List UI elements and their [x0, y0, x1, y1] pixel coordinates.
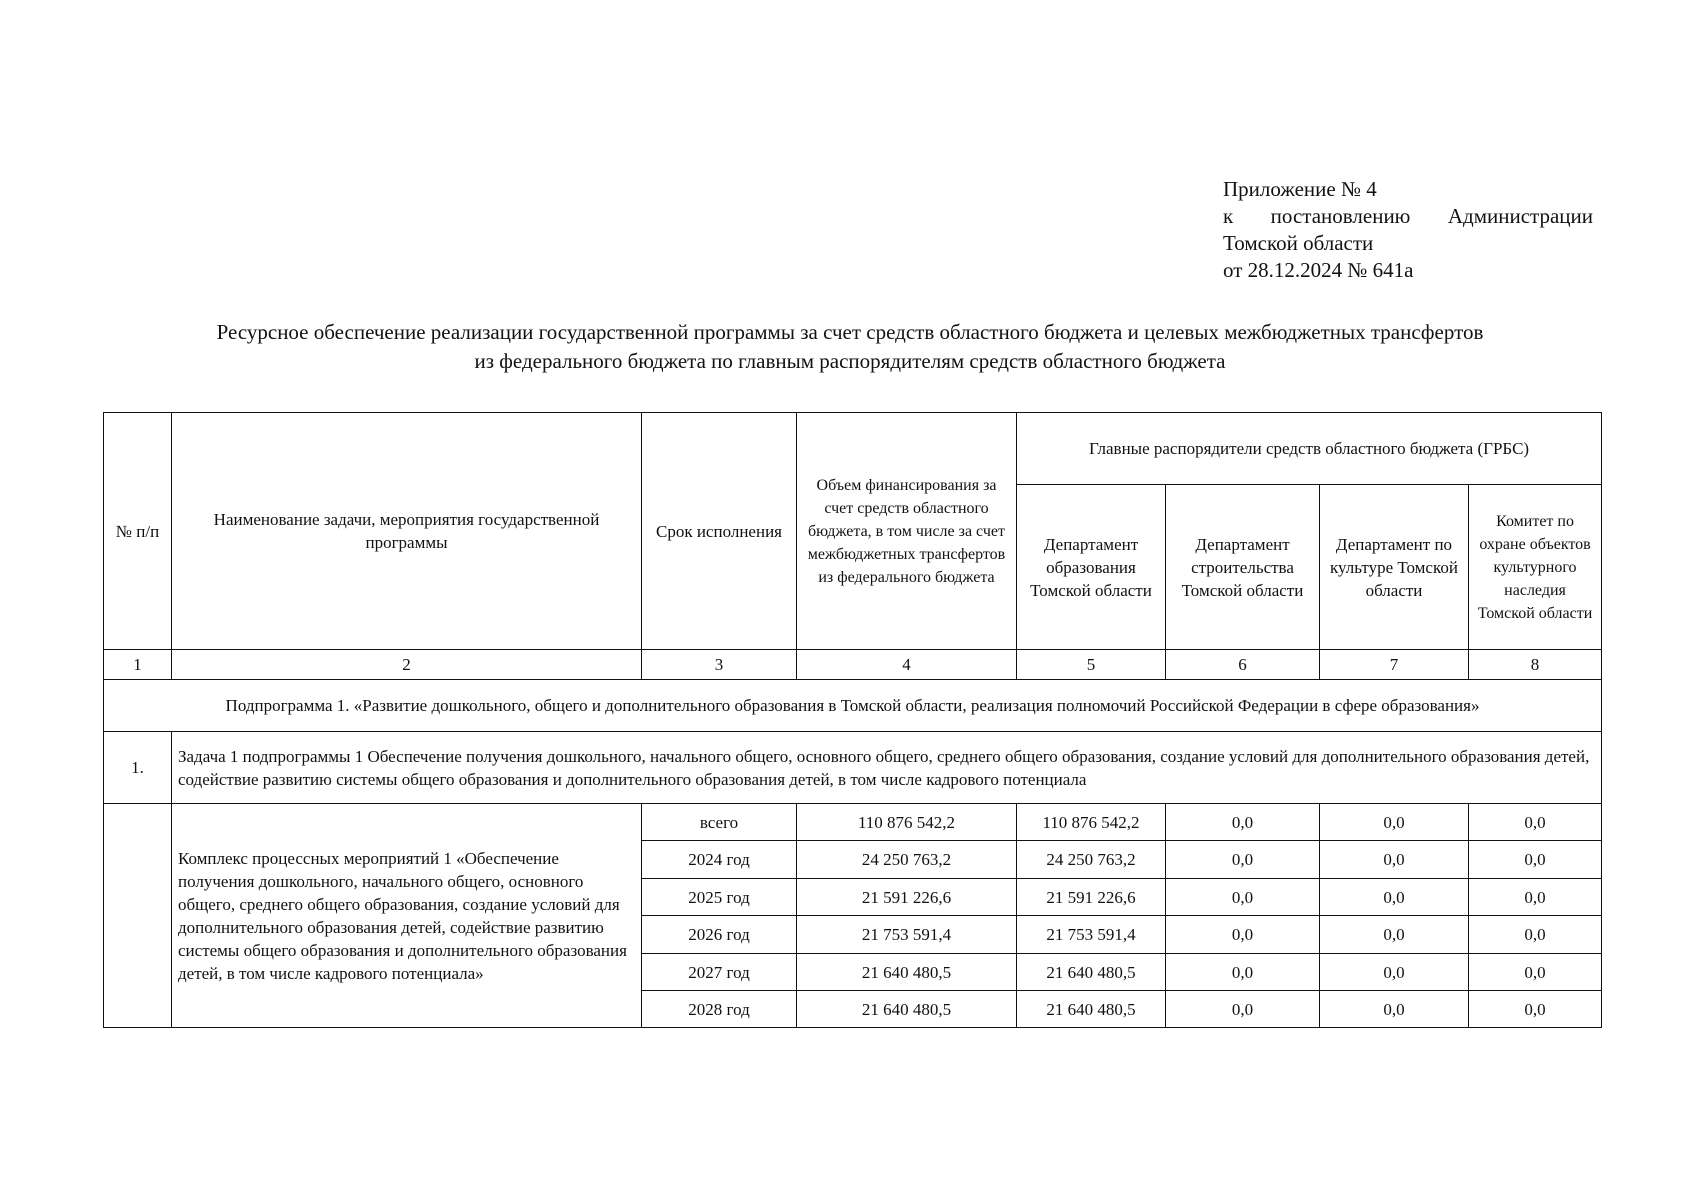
- title-line-1: Ресурсное обеспечение реализации государственной программы за счет средств областного бюджета и целевых межбюджетных трансфертов: [216, 320, 1484, 344]
- row-volume: 21 591 226,6: [797, 879, 1017, 916]
- row-heritage: 0,0: [1469, 991, 1602, 1028]
- header-volume: Объем финансирования за счет средств областного бюджета, в том числе за счет межбюджетных трансфертов из федерального бюджета: [797, 413, 1017, 650]
- row-term: 2025 год: [642, 879, 797, 916]
- row-education: 21 591 226,6: [1017, 879, 1166, 916]
- row-construction: 0,0: [1166, 879, 1320, 916]
- annex-line-4: от 28.12.2024 № 641а: [1223, 258, 1414, 282]
- row-education: 110 876 542,2: [1017, 804, 1166, 841]
- row-heritage: 0,0: [1469, 954, 1602, 991]
- column-number: 4: [797, 650, 1017, 680]
- budget-table: [103, 412, 1602, 1028]
- header-term: Срок исполнения: [642, 413, 797, 650]
- row-volume: 110 876 542,2: [797, 804, 1017, 841]
- header-dept-construction: Департамент строительства Томской области: [1166, 485, 1320, 650]
- row-education: 24 250 763,2: [1017, 841, 1166, 879]
- complex-name: Комплекс процессных мероприятий 1 «Обеспечение получения дошкольного, начального общего, основного общего, среднего общего образования, создание условий для дополнительного образования детей, содействие развитию системы общего образования и дополнительного образования детей, в том числе кадрового потенциала»: [172, 804, 642, 1028]
- row-culture: 0,0: [1320, 879, 1469, 916]
- row-construction: 0,0: [1166, 991, 1320, 1028]
- column-number: 8: [1469, 650, 1602, 680]
- row-education: 21 640 480,5: [1017, 991, 1166, 1028]
- row-culture: 0,0: [1320, 916, 1469, 954]
- row-term: 2028 год: [642, 991, 797, 1028]
- column-number: 3: [642, 650, 797, 680]
- row-culture: 0,0: [1320, 841, 1469, 879]
- task-number: 1.: [104, 732, 172, 804]
- row-education: 21 753 591,4: [1017, 916, 1166, 954]
- annex-block: [1223, 176, 1593, 284]
- complex-number-empty: [104, 804, 172, 1028]
- subprogram-title: Подпрограмма 1. «Развитие дошкольного, общего и дополнительного образования в Томской области, реализация полномочий Российской Федерации в сфере образования»: [104, 680, 1602, 732]
- row-construction: 0,0: [1166, 954, 1320, 991]
- annex-line-3: Томской области: [1223, 231, 1374, 255]
- column-number: 5: [1017, 650, 1166, 680]
- title-line-2: из федерального бюджета по главным распорядителям средств областного бюджета: [474, 349, 1226, 373]
- row-term: 2026 год: [642, 916, 797, 954]
- row-education: 21 640 480,5: [1017, 954, 1166, 991]
- row-volume: 24 250 763,2: [797, 841, 1017, 879]
- header-committee-heritage: Комитет по охране объектов культурного наследия Томской области: [1469, 485, 1602, 650]
- row-term: всего: [642, 804, 797, 841]
- row-volume: 21 640 480,5: [797, 954, 1017, 991]
- row-culture: 0,0: [1320, 954, 1469, 991]
- row-construction: 0,0: [1166, 804, 1320, 841]
- table-row: [104, 804, 1602, 841]
- header-num: № п/п: [104, 413, 172, 650]
- column-number: 7: [1320, 650, 1469, 680]
- row-construction: 0,0: [1166, 916, 1320, 954]
- row-volume: 21 753 591,4: [797, 916, 1017, 954]
- annex-line-2: к постановлению Администрации: [1223, 204, 1593, 228]
- document-title: [100, 318, 1600, 376]
- header-grbs: Главные распорядители средств областного бюджета (ГРБС): [1017, 413, 1602, 485]
- row-term: 2027 год: [642, 954, 797, 991]
- annex-line-1: Приложение № 4: [1223, 177, 1377, 201]
- column-number: 1: [104, 650, 172, 680]
- header-dept-education: Департамент образования Томской области: [1017, 485, 1166, 650]
- row-heritage: 0,0: [1469, 804, 1602, 841]
- row-culture: 0,0: [1320, 991, 1469, 1028]
- column-number: 6: [1166, 650, 1320, 680]
- row-heritage: 0,0: [1469, 841, 1602, 879]
- row-construction: 0,0: [1166, 841, 1320, 879]
- task-text: Задача 1 подпрограммы 1 Обеспечение получения дошкольного, начального общего, основного общего, среднего общего образования, создание условий для дополнительного образования детей, содействие развитию системы общего образования и дополнительного образования детей, в том числе кадрового потенциала: [172, 732, 1602, 804]
- row-term: 2024 год: [642, 841, 797, 879]
- row-heritage: 0,0: [1469, 916, 1602, 954]
- column-number: 2: [172, 650, 642, 680]
- task-row: [104, 732, 1602, 804]
- row-volume: 21 640 480,5: [797, 991, 1017, 1028]
- row-heritage: 0,0: [1469, 879, 1602, 916]
- header-dept-culture: Департамент по культуре Томской области: [1320, 485, 1469, 650]
- row-culture: 0,0: [1320, 804, 1469, 841]
- header-row-1: [104, 413, 1602, 485]
- column-number-row: [104, 650, 1602, 680]
- subprogram-row: [104, 680, 1602, 732]
- header-name: Наименование задачи, мероприятия государственной программы: [172, 413, 642, 650]
